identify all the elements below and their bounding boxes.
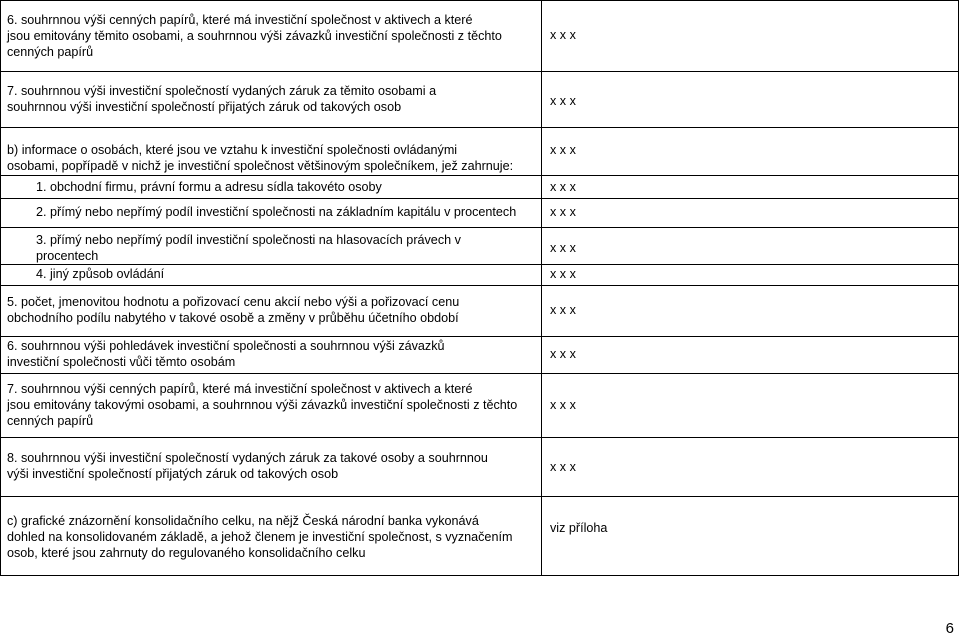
table-cell-value [541,373,959,438]
row-value: x x x [550,460,576,474]
table-cell-value [541,285,959,337]
row-text: 6. souhrnnou výši cenných papírů, které má investiční společnost v aktivech a které jsou emitovány těmito osobami, a souhrnnou výši závazků investiční společnosti z těchto cenných papírů [7,13,502,59]
row-value: x x x [550,94,576,108]
row-text: 4. jiný způsob ovládání [36,267,165,281]
row-text: b) informace o osobách, které jsou ve vztahu k investiční společnosti ovládanými osobami, popřípadě v nichž je investiční společnost většinovým společníkem, jež zahrnuje: [7,143,514,173]
row-value: x x x [550,180,576,194]
table-cell-value [541,127,959,176]
row-text: 3. přímý nebo nepřímý podíl investiční společnosti na hlasovacích právech v procentech [36,233,461,263]
row-value: x x x [550,241,576,255]
page-number: 6 [945,620,954,637]
row-value: x x x [550,398,576,412]
row-text: 7. souhrnnou výši cenných papírů, které má investiční společnost v aktivech a které jsou emitovány takovými osobami, a souhrnnou výši závazků investiční společnosti z těchto cenných papírů [7,382,518,428]
row-text: c) grafické znázornění konsolidačního celku, na nějž Česká národní banka vykonává dohled na konsolidovaném základě, a jehož členem je investiční společnost, s vyznačením osob, které jsou zahrnuty do regulovaného konsolidačního celku [7,514,513,560]
row-value: x x x [550,205,576,219]
table-cell-value [541,336,959,374]
table-cell-value [541,198,959,228]
table-cell-value [541,264,959,286]
row-text: 5. počet, jmenovitou hodnotu a pořizovací cenu akcií nebo výši a pořizovací cenu obchodního podílu nabytého v takové osobě a změny v průběhu účetního období [7,295,460,325]
table-cell-value [541,227,959,265]
row-value: x x x [550,267,576,281]
row-value: x x x [550,347,576,361]
row-text: 8. souhrnnou výši investiční společností vydaných záruk za takové osoby a souhrnnou výši investiční společností přijatých záruk od takových osob [7,451,488,481]
table-cell-value [541,71,959,128]
row-text: 1. obchodní firmu, právní formu a adresu sídla takovéto osoby [36,180,382,194]
row-value: x x x [550,28,576,42]
table-cell-value [541,0,959,72]
row-value: x x x [550,303,576,317]
row-value: viz příloha [550,521,608,535]
table-cell-value [541,175,959,199]
row-text: 7. souhrnnou výši investiční společností vydaných záruk za těmito osobami a souhrnnou výši investiční společností přijatých záruk od takových osob [7,84,437,114]
table-cell-value [541,437,959,497]
row-text: 6. souhrnnou výši pohledávek investiční společnosti a souhrnnou výši závazků investiční společnosti vůči těmto osobám [7,339,445,369]
row-value: x x x [550,143,576,157]
row-text: 2. přímý nebo nepřímý podíl investiční společnosti na základním kapitálu v procentech [36,205,517,219]
table-cell-value [541,496,959,576]
